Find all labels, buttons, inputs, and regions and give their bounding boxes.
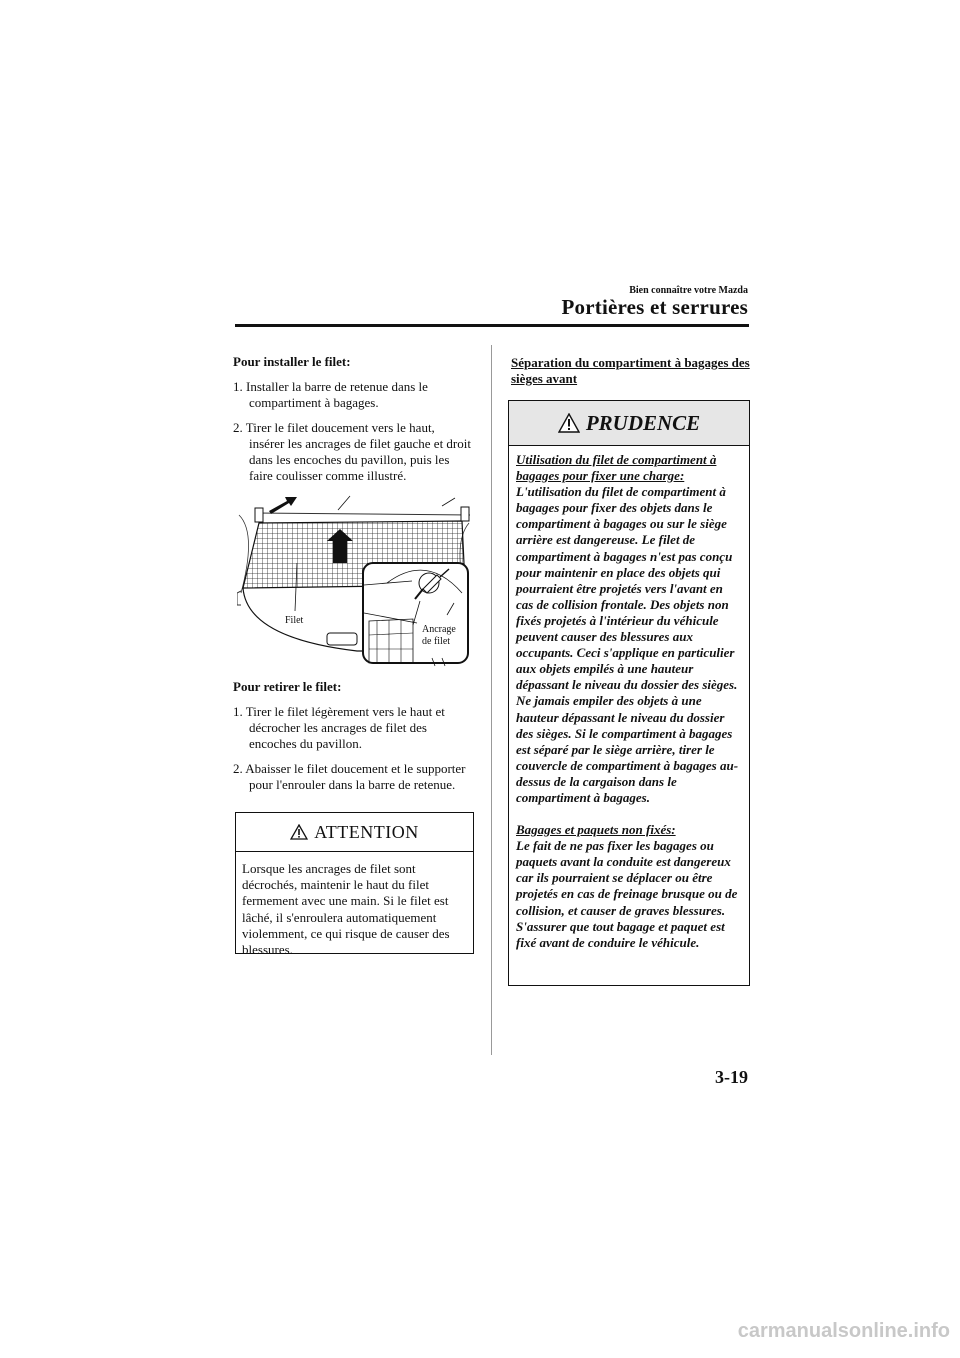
prudence-subheading-1: Utilisation du filet de compartiment à bagages pour fixer une charge: <box>516 452 717 484</box>
prudence-title: PRUDENCE <box>585 410 701 435</box>
page-title: Portières et serrures <box>561 295 748 319</box>
install-step-1: 1. Installer la barre de retenue dans le compartiment à bagages. <box>233 379 428 410</box>
prudence-subheading-2: Bagages et paquets non fixés: <box>516 822 676 838</box>
install-heading: Pour installer le filet: <box>233 354 351 369</box>
install-step-2: 2. Tirer le filet doucement vers le haut, insérer les ancrages de filet gauche et droit dans les encoches du pavillon, puis les faire coulisser comme illustré. <box>233 420 471 483</box>
section-title: Séparation du compartiment à bagages des sièges avant <box>511 355 750 386</box>
page-number: 3-19 <box>715 1067 748 1087</box>
remove-step-1: 1. Tirer le filet légèrement vers le haut et décrocher les ancrages de filet des encoches du pavillon. <box>233 704 445 751</box>
column-divider <box>491 345 492 1055</box>
prudence-body <box>509 446 749 951</box>
cargo-net-illustration <box>237 493 470 668</box>
prudence-text-2: Le fait de ne pas fixer les bagages ou paquets avant la conduite est dangereux car ils pourraient se déplacer ou être projetés en cas de freinage brusque ou de collision, et causer de graves blessures. S'assurer que tout bagage et paquet est fixé avant de conduire le véhicule. <box>516 838 738 950</box>
attention-body: Lorsque les ancrages de filet sont décrochés, maintenir le haut du filet fermement avec une main. Si le filet est lâché, il s'enroulera automatiquement violemment, ce qui risque de causer des blessures. <box>242 861 450 958</box>
remove-instructions <box>233 679 473 793</box>
label-net: Filet <box>285 615 304 626</box>
warning-triangle-icon <box>558 413 580 433</box>
prudence-text-1: L'utilisation du filet de compartiment à bagages pour fixer des objets dans le compartiment à bagages ou sur le siège arrière est dangereuse. Le filet de compartiment à bagages n'est pas conçu pour maintenir en place des objets qui pourraient être projetés vers l'avant en cas de collision frontale. Des objets non fixés projetés à l'intérieur du véhicule peuvent causer des blessures aux occupants. Ceci s'applique en particulier aux objets empilés à une hauteur dépassant le niveau du dossier des sièges. Ne jamais empiler des objets à une hauteur dépassant le niveau du dossier des sièges. Si le compartiment à bagages est séparé par le siège arrière, tirer le couvercle de compartiment à bagages au-dessus de la cargaison dans le compartiment à bagages. <box>516 484 739 805</box>
chapter-label: Bien connaître votre Mazda <box>629 285 748 296</box>
prudence-header <box>509 401 749 446</box>
label-anchor-line2: de filet <box>422 636 451 647</box>
attention-title: ATTENTION <box>314 821 419 842</box>
warning-triangle-icon <box>290 824 308 840</box>
remove-step-2: 2. Abaisser le filet doucement et le supporter pour l'enrouler dans la barre de retenue. <box>233 761 466 792</box>
left-column <box>233 354 473 484</box>
header-rule <box>235 324 749 327</box>
watermark: carmanualsonline.info <box>737 1320 950 1342</box>
attention-box <box>235 812 474 958</box>
attention-header <box>236 813 473 852</box>
remove-heading: Pour retirer le filet: <box>233 679 342 694</box>
label-anchor-line1: Ancrage <box>422 624 456 635</box>
prudence-box <box>508 400 750 986</box>
